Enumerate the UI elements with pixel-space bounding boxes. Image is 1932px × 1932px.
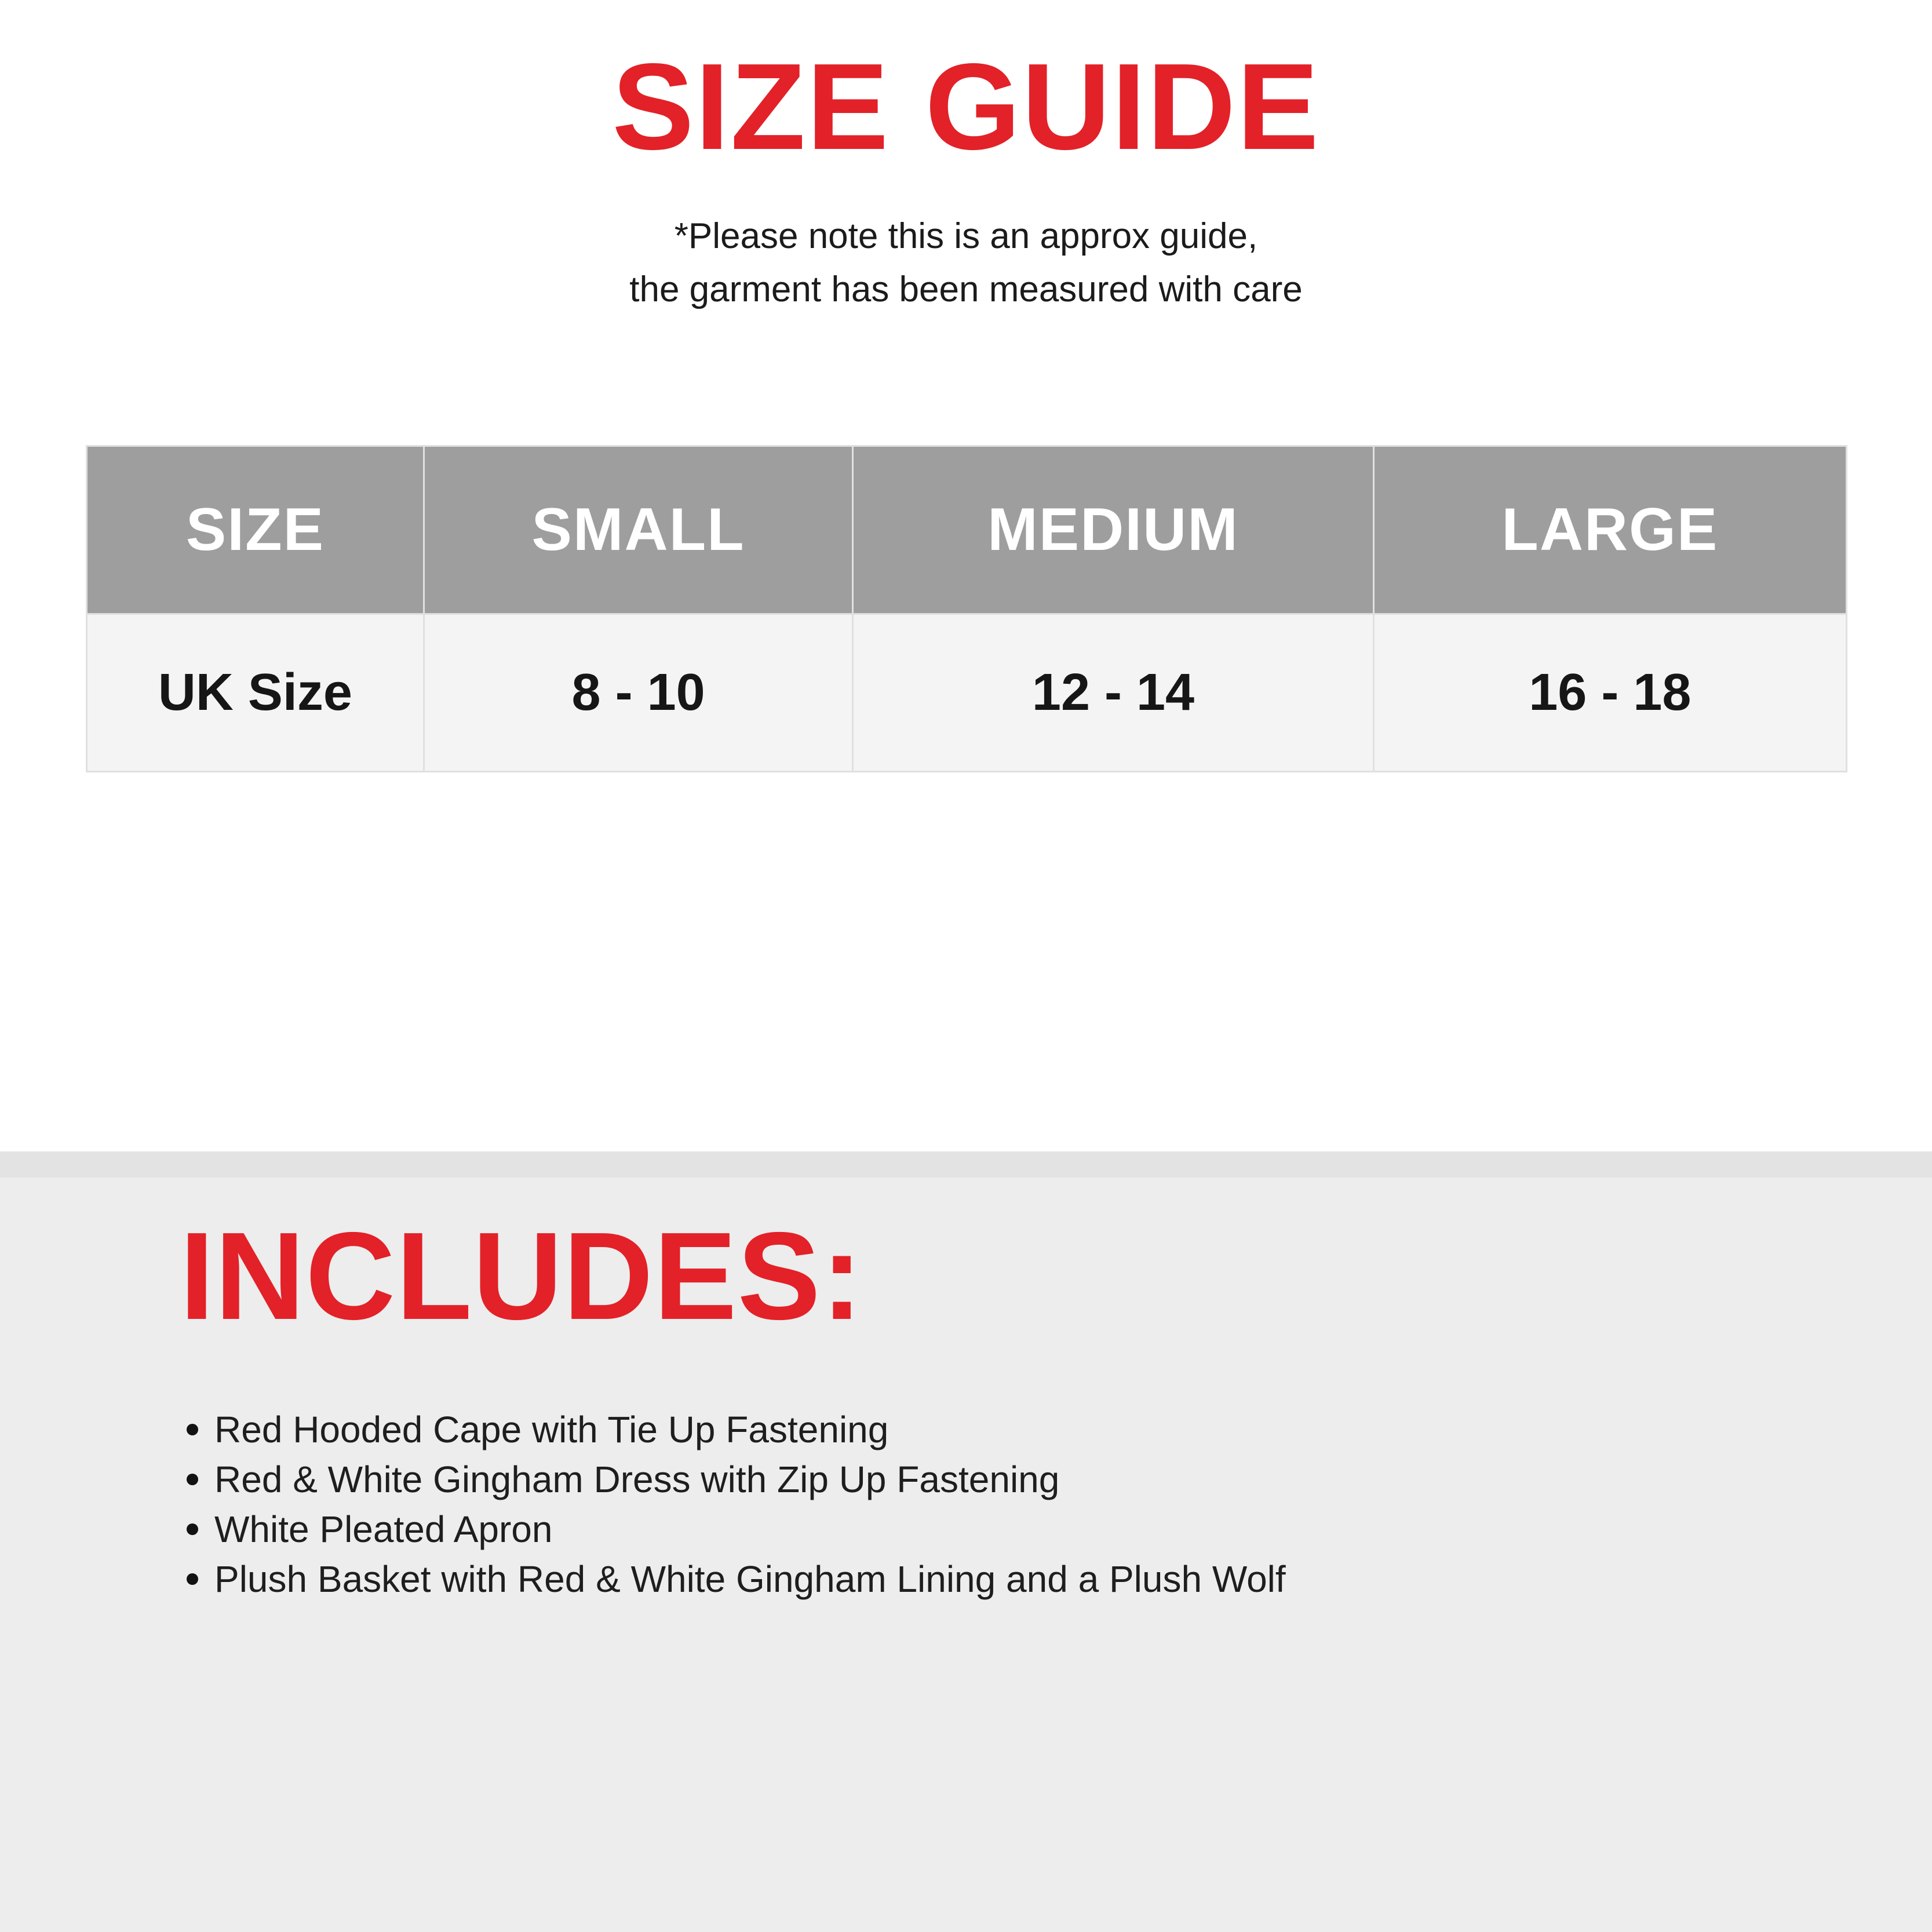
bullet-icon [187, 1474, 198, 1485]
size-table-header-row [88, 447, 1846, 613]
size-table-data-row [88, 613, 1846, 771]
page-title: SIZE GUIDE [612, 38, 1320, 175]
header-cell-small: SMALL [423, 447, 852, 613]
row-label-uk-size: UK Size [88, 615, 423, 771]
list-item [187, 1405, 1816, 1455]
list-item-text: Red Hooded Cape with Tie Up Fastening [214, 1409, 889, 1450]
cell-medium-uk-sizes: 12 - 14 [852, 615, 1372, 771]
header-cell-large: LARGE [1373, 447, 1846, 613]
list-item [187, 1455, 1816, 1504]
cell-small-uk-sizes: 8 - 10 [423, 615, 852, 771]
list-item [187, 1504, 1816, 1554]
includes-heading: INCLUDES: [180, 1206, 863, 1346]
header-cell-medium: MEDIUM [852, 447, 1372, 613]
bullet-icon [187, 1424, 198, 1435]
size-note-line-2: the garment has been measured with care [629, 269, 1303, 309]
size-note-line-1: *Please note this is an approx guide, [674, 216, 1258, 256]
list-item-text: Red & White Gingham Dress with Zip Up Fastening [214, 1459, 1060, 1500]
cell-large-uk-sizes: 16 - 18 [1373, 615, 1846, 771]
size-note [0, 210, 1932, 316]
bullet-icon [187, 1523, 198, 1535]
list-item-text: Plush Basket with Red & White Gingham Lining and a Plush Wolf [214, 1558, 1286, 1600]
list-item-text: White Pleated Apron [214, 1508, 553, 1550]
includes-list [187, 1405, 1816, 1604]
size-table [86, 445, 1847, 772]
list-item [187, 1554, 1816, 1604]
includes-section [0, 1151, 1932, 1932]
header-cell-size: SIZE [88, 447, 423, 613]
bullet-icon [187, 1573, 198, 1585]
